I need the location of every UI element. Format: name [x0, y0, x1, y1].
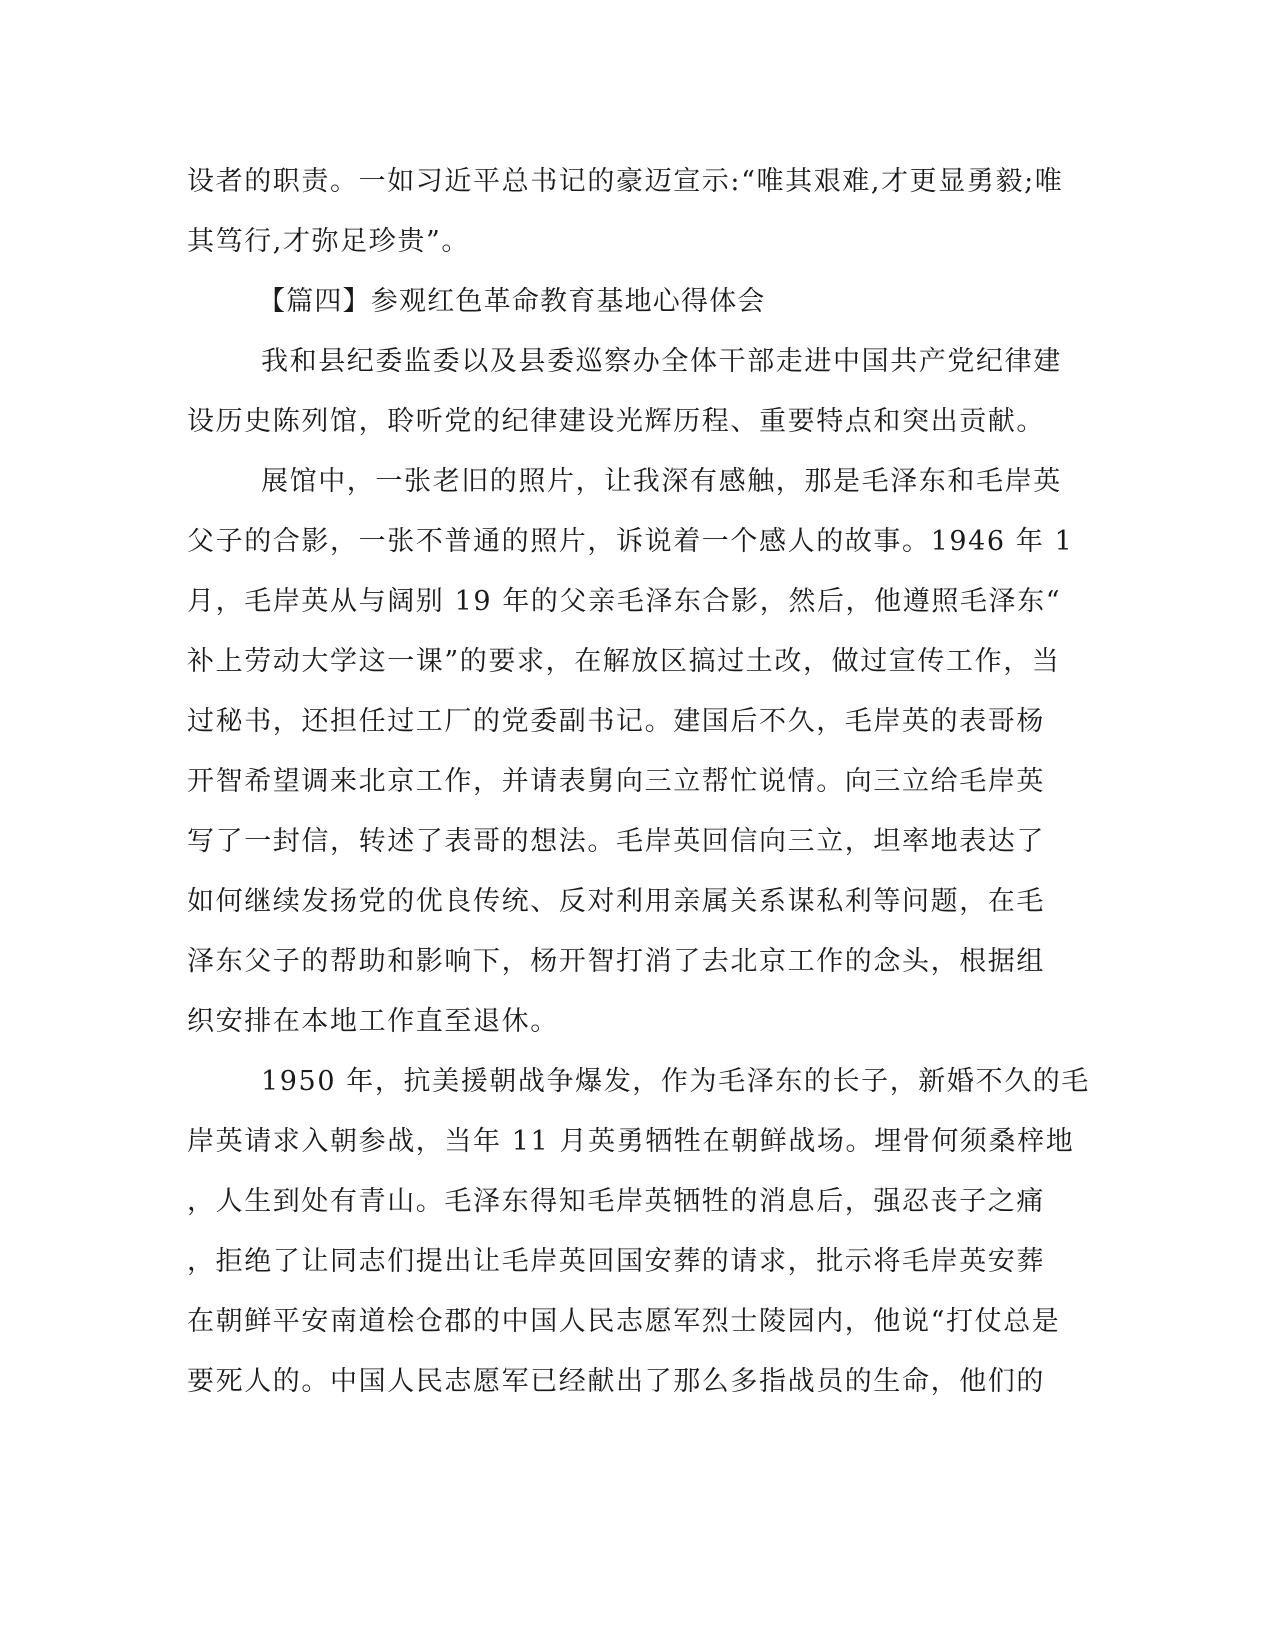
- text-line: 月，毛岸英从与阔别 19 年的父亲毛泽东合影，然后，他遵照毛泽东“: [187, 586, 1062, 617]
- text-line: 泽东父子的帮助和影响下，杨开智打消了去北京工作的念头，根据组: [187, 946, 1045, 977]
- text-line: 设者的职责。一如习近平总书记的豪迈宣示:“唯其艰难,才更显勇毅;唯: [187, 166, 1064, 197]
- text-line: 写了一封信，转述了表哥的想法。毛岸英回信向三立，坦率地表达了: [187, 826, 1045, 857]
- text-line: 织安排在本地工作直至退休。: [187, 1006, 559, 1037]
- text-line: 父子的合影，一张不普通的照片，诉说着一个感人的故事。1946 年 1: [187, 526, 1074, 557]
- text-line: 补上劳动大学这一课”的要求，在解放区搞过土改，做过宣传工作，当: [187, 646, 1061, 677]
- text-line: 岸英请求入朝参战，当年 11 月英勇牺牲在朝鲜战场。埋骨何须桑梓地: [187, 1126, 1075, 1157]
- text-line: 展馆中，一张老旧的照片，让我深有感触，那是毛泽东和毛岸英: [261, 466, 1062, 497]
- text-line: 要死人的。中国人民志愿军已经献出了那么多指战员的生命，他们的: [187, 1366, 1045, 1397]
- text-line: ，人生到处有青山。毛泽东得知毛岸英牺牲的消息后，强忍丧子之痛: [187, 1186, 1045, 1217]
- text-line: 1950 年，抗美援朝战争爆发，作为毛泽东的长子，新婚不久的毛: [261, 1066, 1090, 1097]
- text-line: ，拒绝了让同志们提出让毛岸英回国安葬的请求，批示将毛岸英安葬: [187, 1246, 1045, 1277]
- text-line: 其笃行,才弥足珍贵”。: [187, 226, 470, 257]
- text-line: 我和县纪委监委以及县委巡察办全体干部走进中国共产党纪律建: [261, 346, 1062, 377]
- text-line: 过秘书，还担任过工厂的党委副书记。建国后不久，毛岸英的表哥杨: [187, 706, 1045, 737]
- text-line: 设历史陈列馆，聆听党的纪律建设光辉历程、重要特点和突出贡献。: [187, 406, 1045, 437]
- text-line: 开智希望调来北京工作，并请表舅向三立帮忙说情。向三立给毛岸英: [187, 766, 1045, 797]
- text-line: 如何继续发扬党的优良传统、反对利用亲属关系谋私利等问题，在毛: [187, 886, 1045, 917]
- text-line: 在朝鲜平安南道桧仓郡的中国人民志愿军烈士陵园内，他说“打仗总是: [187, 1306, 1061, 1337]
- section-heading: 【篇四】参观红色革命教育基地心得体会: [258, 286, 766, 317]
